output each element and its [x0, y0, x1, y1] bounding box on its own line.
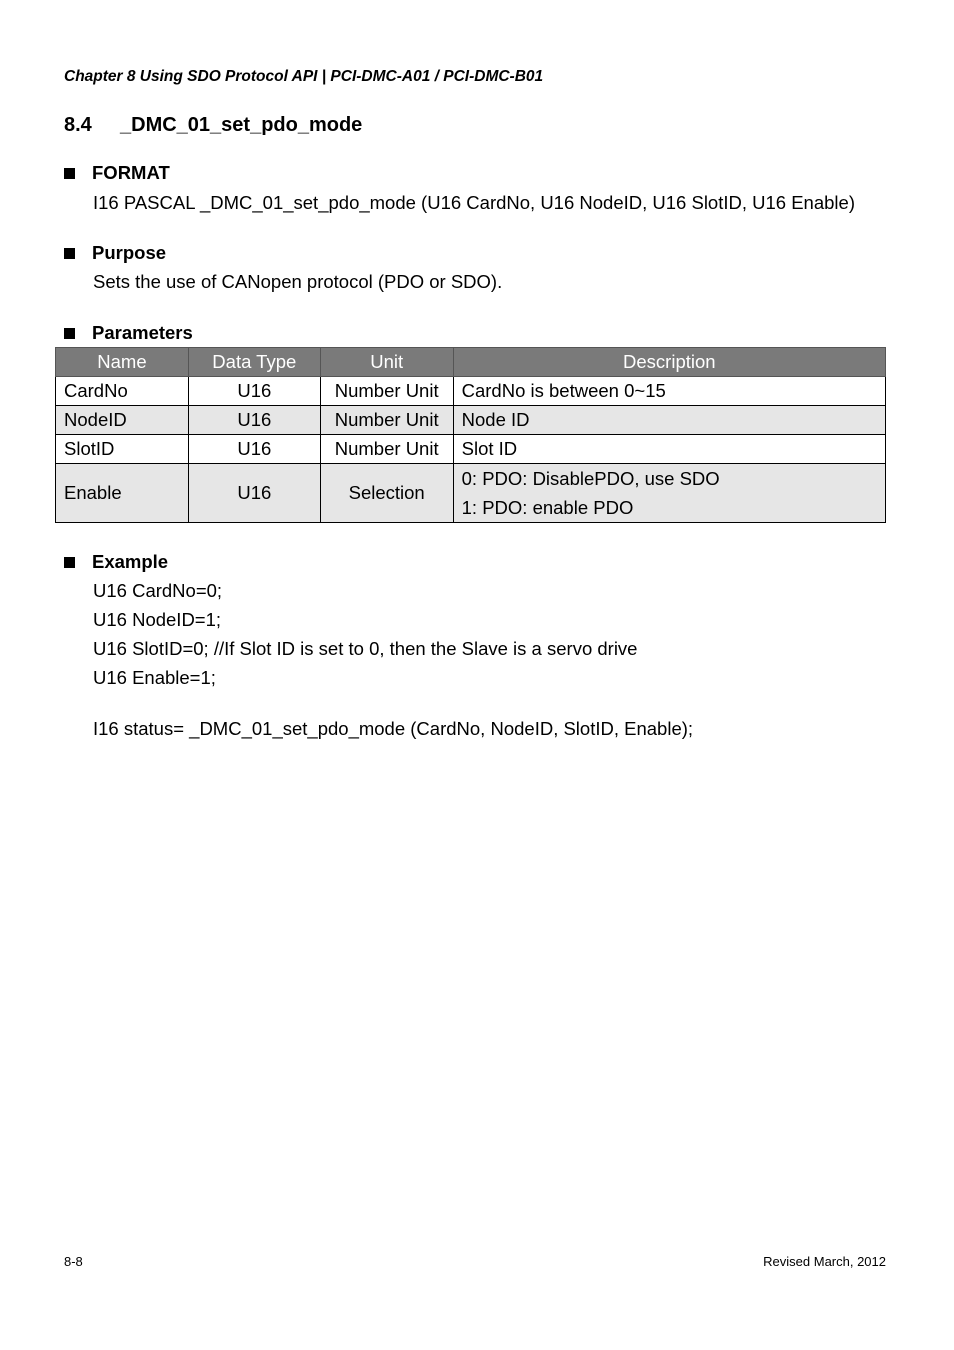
- param-description: Slot ID: [453, 435, 885, 464]
- format-heading: [64, 162, 170, 184]
- param-name: Enable: [56, 464, 189, 523]
- example-heading-label: Example: [92, 551, 169, 572]
- table-row: [56, 377, 886, 406]
- bullet-square-icon: [64, 557, 75, 568]
- example-call: I16 status= _DMC_01_set_pdo_mode (CardNo, NodeID, SlotID, Enable);: [93, 718, 694, 739]
- param-unit: Number Unit: [320, 435, 453, 464]
- example-heading: [64, 551, 168, 573]
- revision-note: Revised March, 2012: [763, 1254, 886, 1269]
- column-header-name: Name: [56, 348, 189, 377]
- parameters-heading-label: Parameters: [92, 322, 193, 343]
- table-row: [56, 406, 886, 435]
- parameters-table: [55, 347, 886, 523]
- table-row: [56, 464, 886, 523]
- bullet-square-icon: [64, 248, 75, 259]
- description-line: 1: PDO: enable PDO: [461, 497, 634, 518]
- bullet-square-icon: [64, 328, 75, 339]
- column-header-description: Description: [453, 348, 885, 377]
- param-description: [453, 464, 885, 523]
- param-unit: Number Unit: [320, 377, 453, 406]
- param-name: SlotID: [56, 435, 189, 464]
- parameters-heading: [64, 322, 193, 344]
- param-type: U16: [188, 406, 320, 435]
- param-type: U16: [188, 464, 320, 523]
- param-type: U16: [188, 435, 320, 464]
- section-title: [64, 114, 362, 137]
- param-unit: Selection: [320, 464, 453, 523]
- param-name: CardNo: [56, 377, 189, 406]
- purpose-heading: [64, 242, 166, 264]
- param-description: Node ID: [453, 406, 885, 435]
- example-line: U16 NodeID=1;: [93, 609, 222, 630]
- column-header-data-type: Data Type: [188, 348, 320, 377]
- example-line: U16 SlotID=0; //If Slot ID is set to 0, then the Slave is a servo drive: [93, 638, 638, 659]
- format-signature: I16 PASCAL _DMC_01_set_pdo_mode (U16 CardNo, U16 NodeID, U16 SlotID, U16 Enable): [93, 192, 855, 213]
- example-line: U16 Enable=1;: [93, 667, 216, 688]
- table-header-row: [56, 348, 886, 377]
- purpose-heading-label: Purpose: [92, 242, 167, 263]
- param-type: U16: [188, 377, 320, 406]
- running-header: Chapter 8 Using SDO Protocol API | PCI-DMC-A01 / PCI-DMC-B01: [64, 68, 544, 85]
- format-heading-label: FORMAT: [92, 162, 170, 183]
- param-name: NodeID: [56, 406, 189, 435]
- bullet-square-icon: [64, 168, 75, 179]
- purpose-text: Sets the use of CANopen protocol (PDO or SDO).: [93, 271, 503, 292]
- page-number: 8-8: [64, 1254, 83, 1269]
- example-line: U16 CardNo=0;: [93, 580, 223, 601]
- description-line: 0: PDO: DisablePDO, use SDO: [461, 468, 720, 489]
- param-unit: Number Unit: [320, 406, 453, 435]
- column-header-unit: Unit: [320, 348, 453, 377]
- param-description: CardNo is between 0~15: [453, 377, 885, 406]
- table-row: [56, 435, 886, 464]
- section-name: _DMC_01_set_pdo_mode: [120, 114, 363, 136]
- section-number: 8.4: [64, 114, 92, 136]
